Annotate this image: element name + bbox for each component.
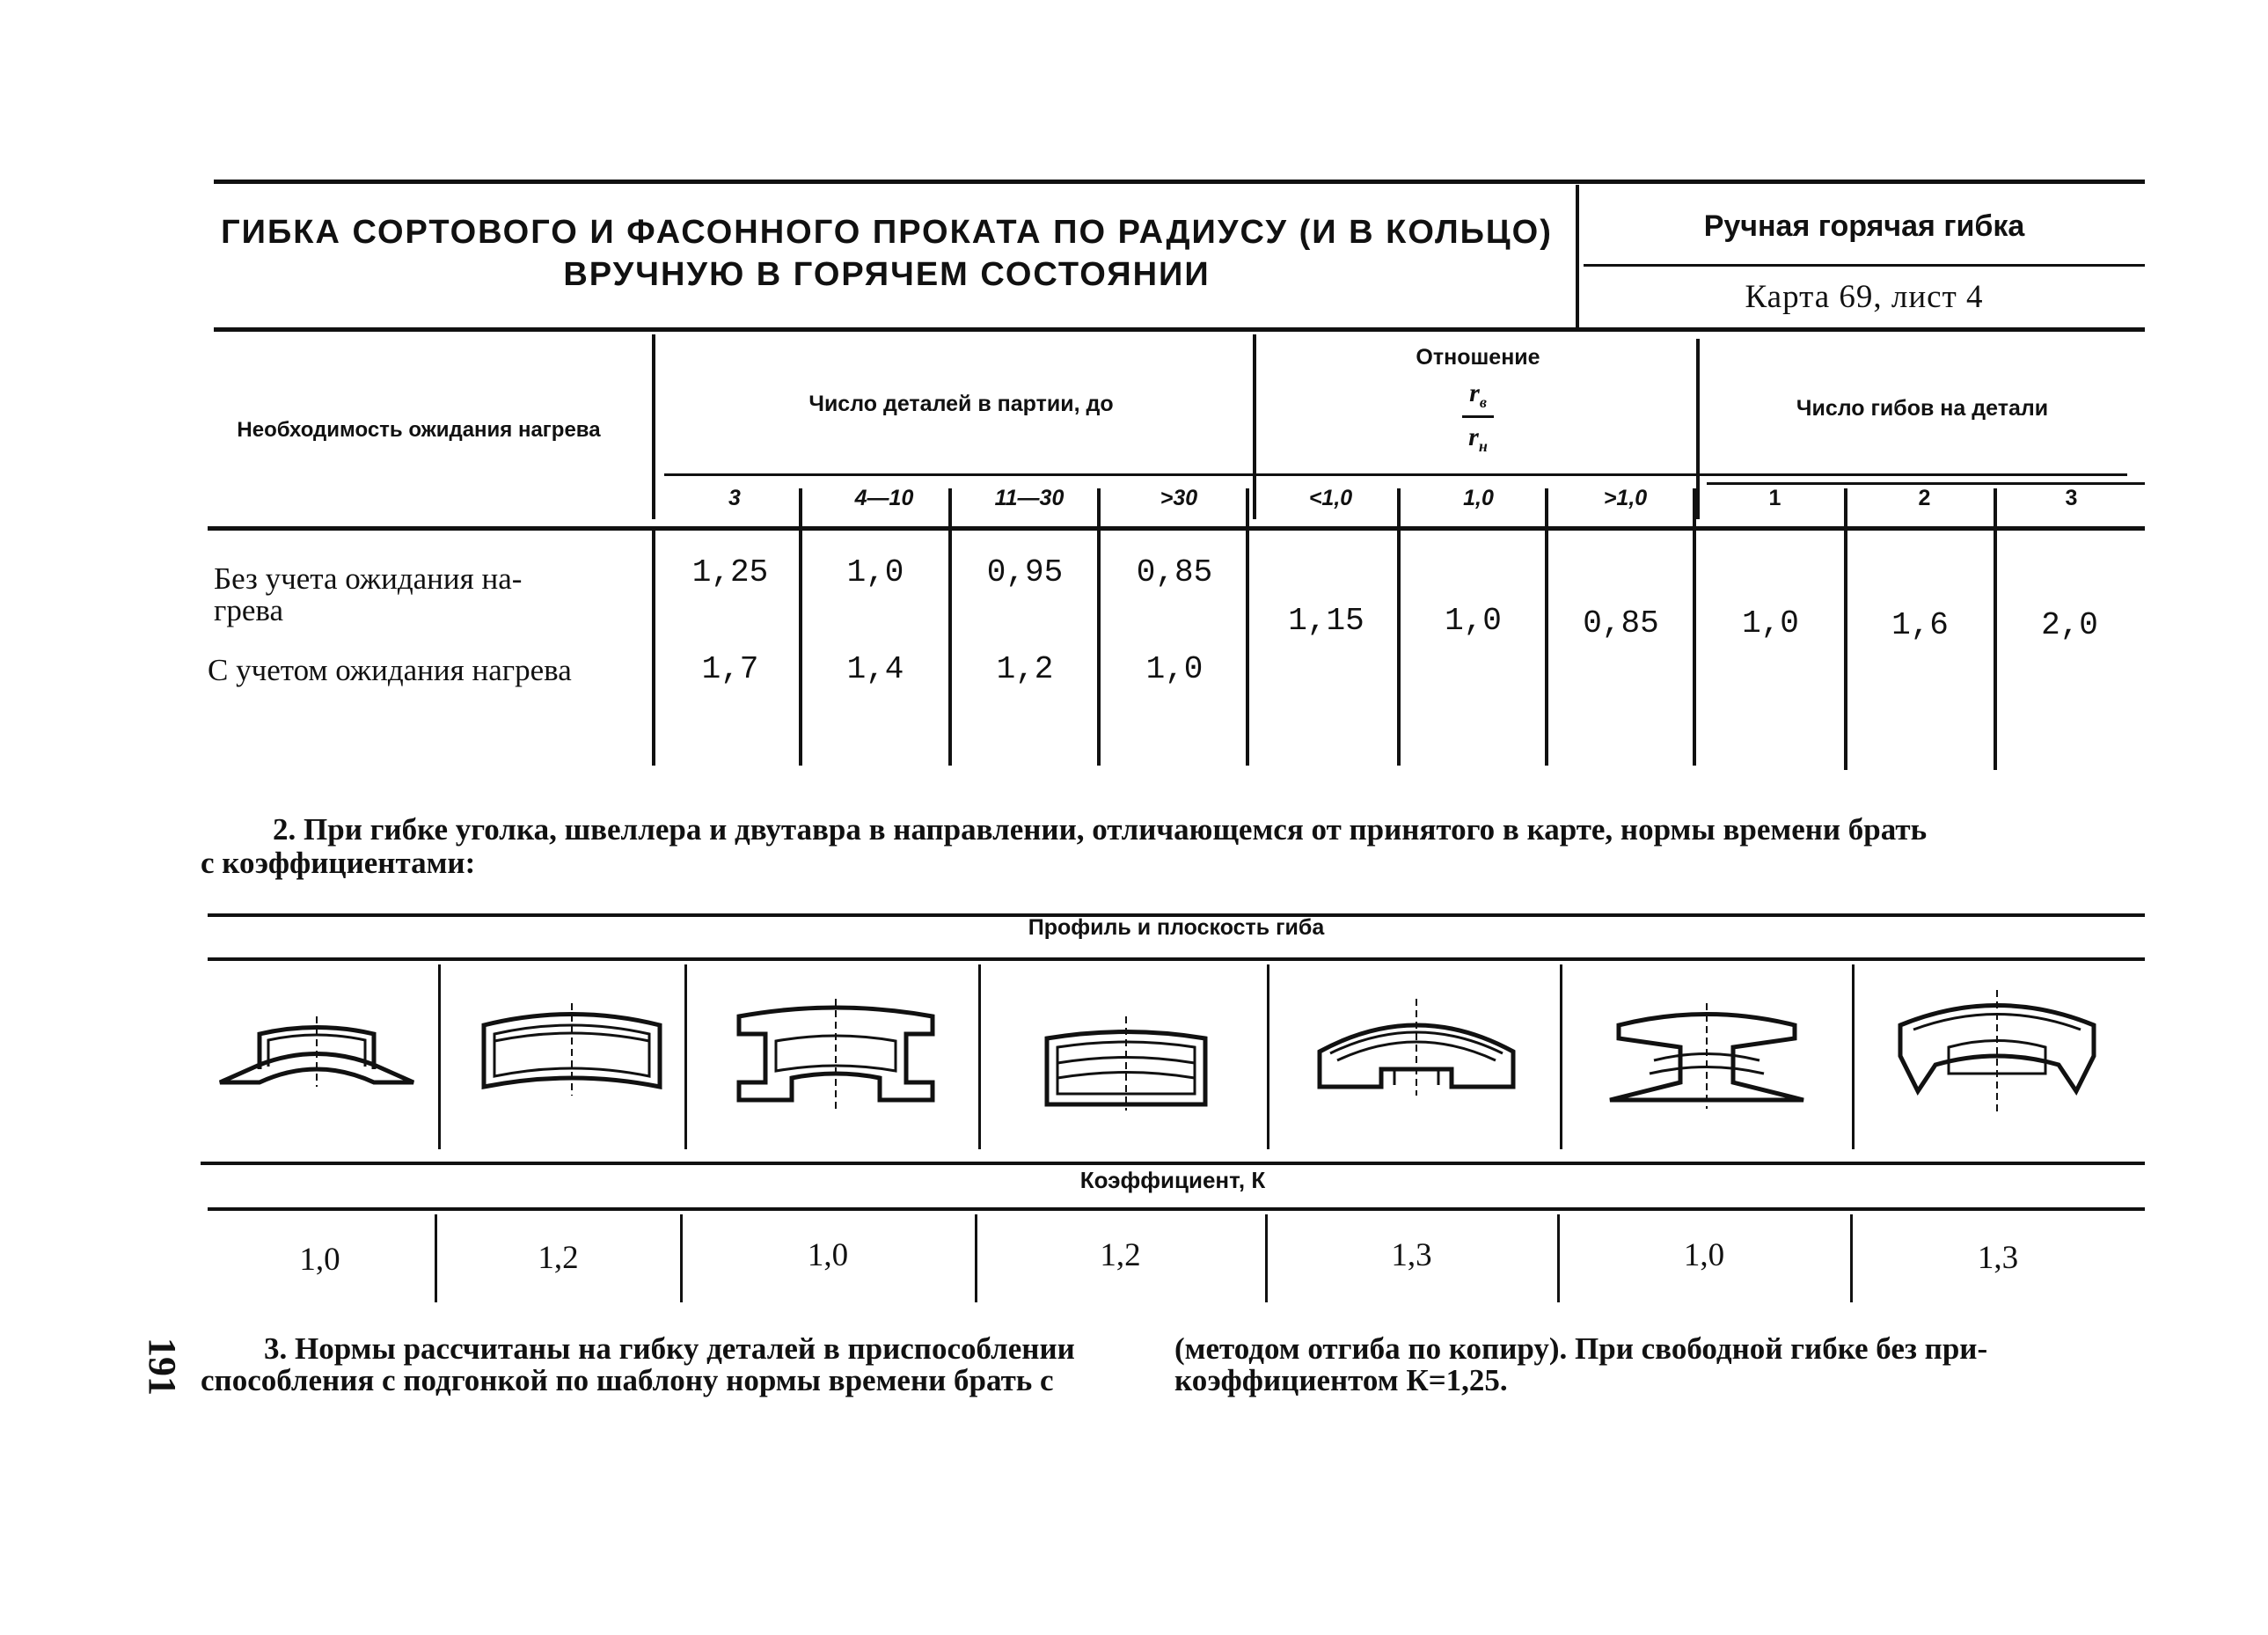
profile-header: Профиль и плоскость гиба <box>1028 915 1325 940</box>
row2-parts-1: 1,7 <box>701 651 759 687</box>
t1-subheader-rule <box>208 526 2145 531</box>
coef-3: 1,0 <box>807 1237 849 1273</box>
ratio-denominator: $r_н$ <box>1468 422 1488 455</box>
row2-label: С учетом ожидания нагрева <box>208 653 572 687</box>
header-mid-rule <box>1584 264 2145 267</box>
group-ratio-header: Отношение <box>1416 345 1540 370</box>
row2-parts-2: 1,4 <box>846 651 904 687</box>
header-bottom-rule <box>214 327 2145 332</box>
sub-col-6: 1,0 <box>1463 486 1494 510</box>
t1-bends-rule <box>1707 482 2145 485</box>
angle-flanges-up-icon <box>1883 986 2111 1118</box>
coef-6: 1,0 <box>1683 1237 1725 1273</box>
note3-left-line2: способления с подгонкой по шаблону нормы времени брать с <box>201 1363 1054 1397</box>
channel-flanges-down-icon <box>1311 999 1522 1100</box>
note3-right-line2: коэффициентом К=1,25. <box>1174 1363 1508 1397</box>
sub-col-5: <1,0 <box>1308 486 1353 510</box>
t2-coef-rule <box>208 1207 2145 1211</box>
ratio-numerator: $r_в$ <box>1469 378 1487 411</box>
bend-val-2: 1,6 <box>1891 607 1949 643</box>
t1-body-vline-0 <box>652 528 655 766</box>
note3-left-line1: 3. Нормы рассчитаны на гибку деталей в приспособлении <box>264 1331 1075 1366</box>
note2-line1: 2. При гибке уголка, швеллера и двутавра в направлении, отличающемся от принятого в карте, нормы времени брать <box>273 812 1928 847</box>
page-title-line2: ВРУЧНУЮ В ГОРЯЧЕМ СОСТОЯНИИ <box>563 256 1211 293</box>
group-parts-header: Число деталей в партии, до <box>808 392 1114 416</box>
t2-vline-1 <box>438 964 441 1149</box>
row2-parts-3: 1,2 <box>996 651 1054 687</box>
header-top-rule <box>214 180 2145 184</box>
sub-col-7: >1,0 <box>1603 486 1648 510</box>
sub-col-2: 4—10 <box>854 486 914 510</box>
sub-col-9: 2 <box>1918 486 1931 510</box>
ratio-val-2: 1,0 <box>1445 603 1502 639</box>
page-number: 191 <box>141 1338 184 1396</box>
note3-right-line1: (методом отгиба по копиру). При свободной гибке без при- <box>1174 1331 1988 1366</box>
sub-col-1: 3 <box>728 486 741 510</box>
sub-col-4: >30 <box>1160 486 1198 510</box>
t2-vline-3 <box>978 964 981 1149</box>
coef-1: 1,0 <box>299 1242 340 1278</box>
t1-body-vline-3 <box>1097 488 1101 766</box>
bend-val-1: 1,0 <box>1742 605 1799 642</box>
coef-5: 1,3 <box>1391 1237 1432 1273</box>
note2-line2: с коэффициентами: <box>201 846 476 880</box>
ratio-val-3: 0,85 <box>1583 605 1659 642</box>
t2-vline-6 <box>1852 964 1855 1149</box>
row1-parts-3: 0,95 <box>986 554 1064 590</box>
coef-7: 1,3 <box>1977 1240 2019 1276</box>
channel-flanges-in-icon <box>475 999 669 1104</box>
t1-body-vline-1 <box>799 488 802 766</box>
t2-coef-top-rule <box>201 1162 2145 1165</box>
i-beam-icon <box>1601 999 1812 1113</box>
sub-col-8: 1 <box>1768 486 1781 510</box>
t1-body-vline-2 <box>948 488 952 766</box>
t1-body-vline-4 <box>1246 488 1249 766</box>
t2-vline-4 <box>1267 964 1269 1149</box>
coef-2: 1,2 <box>538 1240 579 1276</box>
col-need-header: Необходимость ожидания нагрева <box>237 418 601 442</box>
sub-col-3: 11—30 <box>994 486 1064 510</box>
card-label: Карта 69, лист 4 <box>1745 279 1984 315</box>
t1-vline-a <box>652 334 655 519</box>
bend-val-3: 2,0 <box>2041 607 2098 643</box>
t1-group-rule <box>664 473 2127 476</box>
group-bends-header: Число гибов на детали <box>1796 396 2049 421</box>
t2-vline-2 <box>684 964 687 1149</box>
coef-header: Коэффициент, К <box>1079 1167 1266 1193</box>
channel-closed-icon <box>1038 1012 1214 1113</box>
header-divider <box>1576 185 1579 328</box>
row1-parts-4: 0,85 <box>1136 554 1213 590</box>
sub-col-10: 3 <box>2065 486 2078 510</box>
ratio-val-1: 1,15 <box>1288 603 1364 639</box>
coef-4: 1,2 <box>1100 1237 1141 1273</box>
ratio-fraction-bar <box>1462 415 1494 418</box>
row1-parts-2: 1,0 <box>846 554 904 590</box>
section-label: Ручная горячая гибка <box>1703 209 2025 243</box>
angle-profile-icon <box>211 1003 422 1100</box>
t2-vline-5 <box>1560 964 1562 1149</box>
page-title-line1: ГИБКА СОРТОВОГО И ФАСОННОГО ПРОКАТА ПО РАДИУСУ (И В КОЛЬЦО) <box>221 214 1553 251</box>
channel-flanges-out-icon <box>730 999 941 1113</box>
row1-label: Без учета ожидания на- грева <box>214 561 523 627</box>
t2-profile-rule <box>208 957 2145 961</box>
row1-parts-1: 1,25 <box>691 554 769 590</box>
row2-parts-4: 1,0 <box>1145 651 1204 687</box>
